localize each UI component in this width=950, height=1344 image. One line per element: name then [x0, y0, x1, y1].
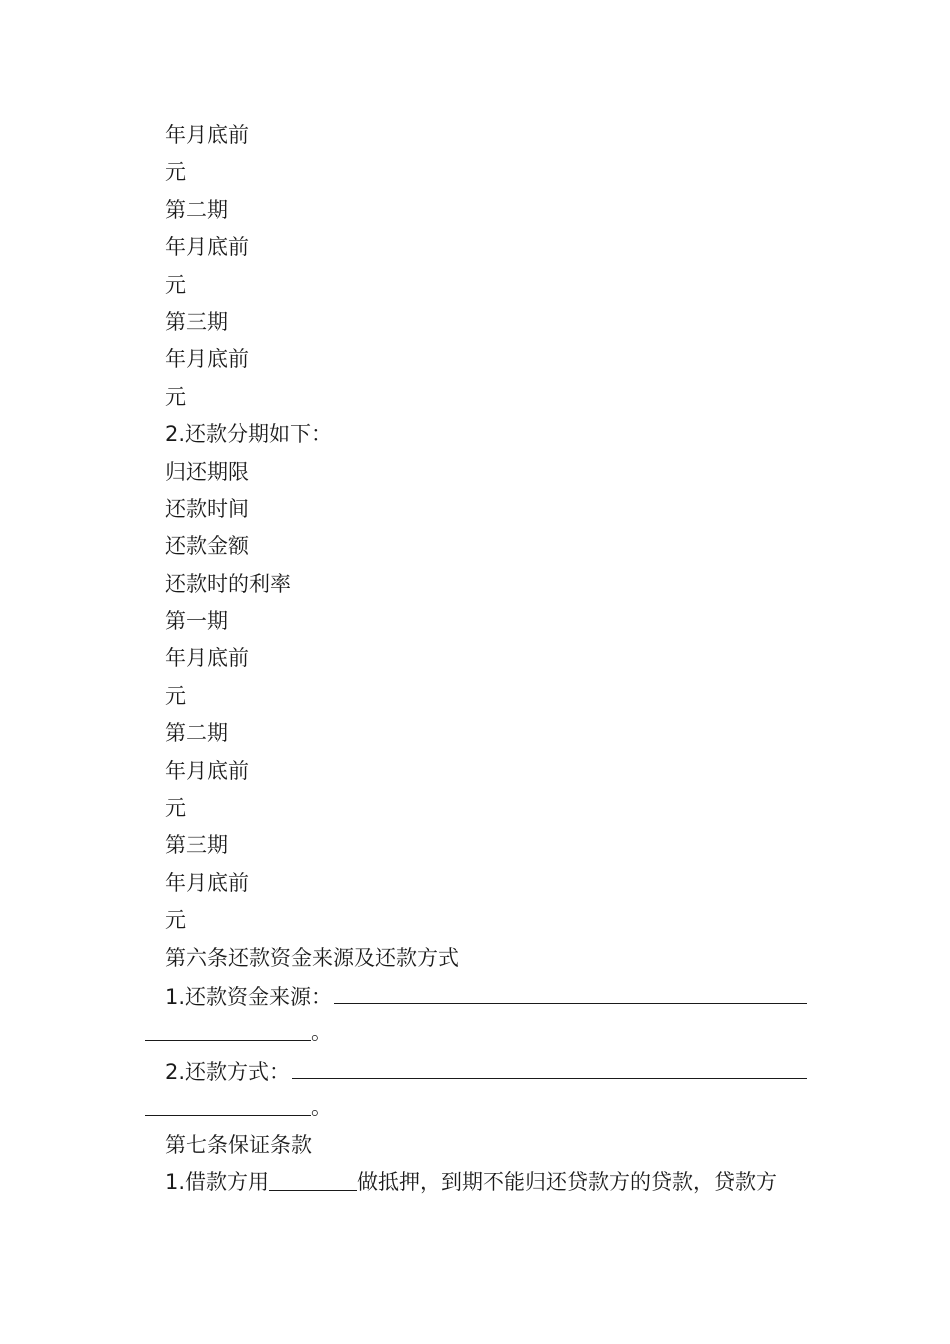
text-line: 还款时间 — [165, 496, 249, 521]
repayment-method-blank[interactable] — [292, 1052, 807, 1079]
repayment-source-field — [145, 977, 807, 1014]
text-line: 元 — [165, 384, 186, 409]
text-line: 年月底前 — [165, 870, 249, 895]
article-6-title: 第六条还款资金来源及还款方式 — [165, 945, 459, 970]
text-line: 元 — [165, 908, 186, 933]
text-line: 年月底前 — [165, 347, 249, 372]
repayment-source-label: 1.还款资金来源： — [165, 984, 333, 1009]
text-line: 第三期 — [165, 833, 228, 858]
text-line: 年月底前 — [165, 123, 249, 147]
collateral-clause — [145, 1164, 807, 1201]
collateral-prefix: 1.借款方用 — [165, 1169, 270, 1194]
collateral-suffix: 做抵押，到期不能归还贷款方的贷款，贷款方 — [357, 1169, 778, 1194]
text-line: 第三期 — [165, 309, 228, 334]
repayment-source-blank[interactable] — [334, 977, 807, 1004]
collateral-blank[interactable] — [269, 1164, 357, 1191]
text-line: 年月底前 — [165, 235, 249, 260]
article-7-title: 第七条保证条款 — [165, 1132, 312, 1157]
text-line: 元 — [165, 160, 186, 185]
text-line: 元 — [165, 796, 186, 821]
repayment-method-continuation — [145, 1089, 807, 1126]
repayment-method-blank-cont[interactable] — [145, 1089, 311, 1116]
text-line: 第一期 — [165, 609, 228, 634]
section-heading-repayment-installments: 2.还款分期如下： — [165, 422, 333, 447]
text-line: 第二期 — [165, 721, 228, 746]
repayment-source-end: 。 — [311, 1020, 332, 1045]
repayment-method-label: 2.还款方式： — [165, 1059, 291, 1084]
text-line: 年月底前 — [165, 758, 249, 783]
text-line: 年月底前 — [165, 646, 249, 671]
text-line: 元 — [165, 683, 186, 708]
text-line: 元 — [165, 272, 186, 297]
text-line: 还款时的利率 — [165, 571, 291, 596]
repayment-source-blank-cont[interactable] — [145, 1014, 311, 1041]
repayment-method-end: 。 — [311, 1095, 332, 1120]
repayment-source-continuation — [145, 1014, 807, 1051]
document-body — [145, 117, 807, 1201]
text-line: 还款金额 — [165, 534, 249, 559]
repayment-method-field — [145, 1052, 807, 1089]
text-line: 归还期限 — [165, 459, 249, 484]
text-line: 第二期 — [165, 197, 228, 222]
